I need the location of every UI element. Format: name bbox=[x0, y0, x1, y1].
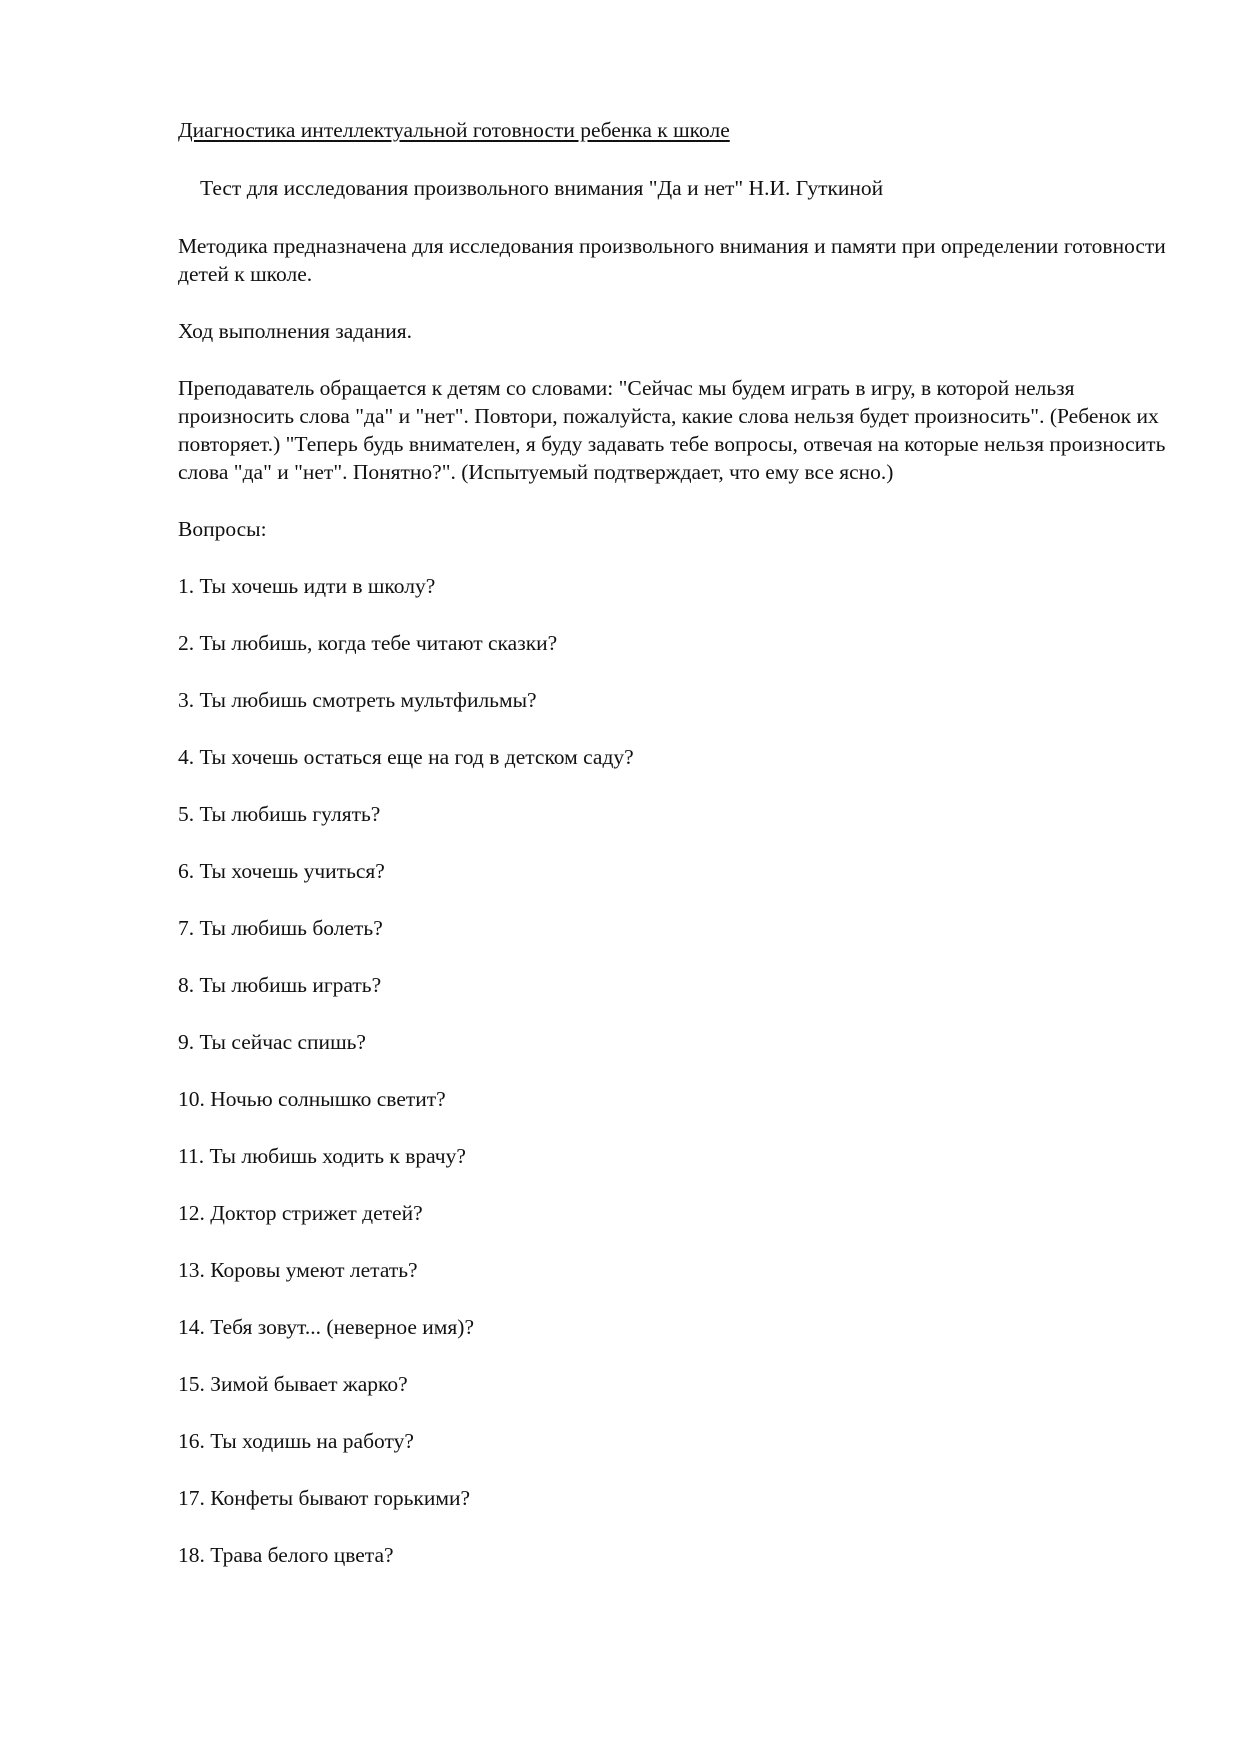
question-item: 3. Ты любишь смотреть мультфильмы? bbox=[178, 688, 537, 712]
question-item: 13. Коровы умеют летать? bbox=[178, 1258, 418, 1282]
question-item: 11. Ты любишь ходить к врачу? bbox=[178, 1144, 466, 1168]
question-item: 12. Доктор стрижет детей? bbox=[178, 1201, 423, 1225]
question-item: 2. Ты любишь, когда тебе читают сказки? bbox=[178, 631, 558, 655]
procedure-heading: Ход выполнения задания. bbox=[178, 319, 413, 343]
question-item: 15. Зимой бывает жарко? bbox=[178, 1372, 408, 1396]
page-title: Диагностика интеллектуальной готовности ребенка к школе bbox=[178, 118, 730, 142]
question-item: 1. Ты хочешь идти в школу? bbox=[178, 574, 436, 598]
questions-list bbox=[178, 572, 1178, 1569]
question-item: 18. Трава белого цвета? bbox=[178, 1543, 394, 1567]
question-item: 17. Конфеты бывают горькими? bbox=[178, 1486, 471, 1510]
question-item: 16. Ты ходишь на работу? bbox=[178, 1429, 414, 1453]
test-subtitle: Тест для исследования произвольного внимания "Да и нет" Н.И. Гуткиной bbox=[200, 176, 884, 200]
question-item: 5. Ты любишь гулять? bbox=[178, 802, 381, 826]
question-item: 8. Ты любишь играть? bbox=[178, 973, 382, 997]
question-item: 6. Ты хочешь учиться? bbox=[178, 859, 385, 883]
questions-heading: Вопросы: bbox=[178, 517, 267, 541]
question-item: 4. Ты хочешь остаться еще на год в детском саду? bbox=[178, 745, 634, 769]
question-item: 10. Ночью солнышко светит? bbox=[178, 1087, 446, 1111]
question-item: 9. Ты сейчас спишь? bbox=[178, 1030, 366, 1054]
intro-paragraph: Методика предназначена для исследования произвольного внимания и памяти при определении готовности детей к школе. bbox=[178, 234, 1166, 286]
question-item: 14. Тебя зовут... (неверное имя)? bbox=[178, 1315, 475, 1339]
question-item: 7. Ты любишь болеть? bbox=[178, 916, 383, 940]
instructions-paragraph: Преподаватель обращается к детям со словами: "Сейчас мы будем играть в игру, в которой нельзя произносить слова "да" и "нет". Повтори, пожалуйста, какие слова нельзя будет произносить". (Ребенок их повторяет.) "Теперь будь внимателен, я буду задавать тебе вопросы, отвечая на которые нельзя произносить слова "да" и "нет". Понятно?". (Испытуемый подтверждает, что ему все ясно.) bbox=[178, 376, 1166, 484]
document-body bbox=[178, 116, 1178, 1598]
